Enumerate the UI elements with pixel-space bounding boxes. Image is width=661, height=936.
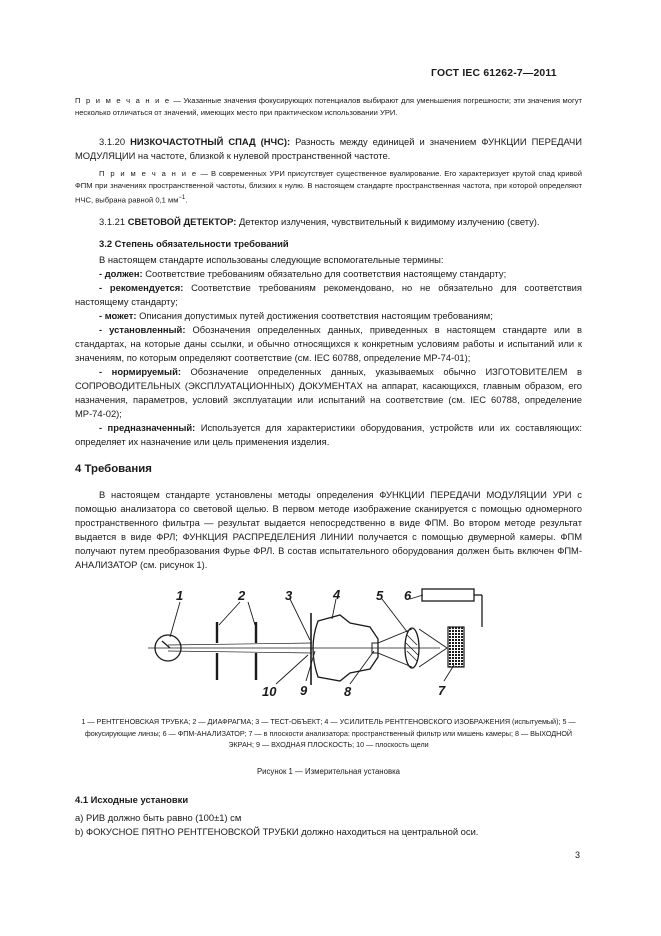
definition-3-1-20: [75, 135, 582, 163]
beam-upper: [168, 643, 312, 645]
definition-text: Детектор излучения, чувствительный к видимому излучению (свету).: [236, 216, 540, 227]
figure-legend: 1 — РЕНТГЕНОВСКАЯ ТРУБКА; 2 — ДИАФРАГМА; 3 — ТЕСТ-ОБЪЕКТ; 4 — УСИЛИТЕЛЬ РЕНТГЕНОВСКОГО ИЗОБРАЖЕНИЯ (испытуемый); 5 — фокусирующие линзы; 6 — ФПМ-АНАЛИЗАТОР; 7 — в плоскости анализатора: пространственный фильтр или мишень камеры; 8 — ВЫХОДНОЙ ЭКРАН; 9 — ВХОДНАЯ ПЛОСКОСТЬ; 10 — плоскость щели: [81, 717, 576, 749]
term-name: - установленный:: [99, 324, 186, 335]
spatial-filter: [448, 627, 464, 667]
note-focusing-potentials: [75, 95, 582, 119]
beam-lower: [168, 651, 312, 653]
term-list-item: [75, 267, 582, 281]
term-text: Используется для характеристики оборудования, устройств или их составляющих: определяет их назначение или цель применения изделия.: [75, 422, 582, 447]
term-name: - предназначенный:: [99, 422, 196, 433]
term-text: Обозначение определенных данных, указываемых обычно ИЗГОТОВИТЕЛЕМ в СОПРОВОДИТЕЛЬНЫХ (ЭКСПЛУАТАЦИОННЫХ) ДОКУМЕНТАХ на аппарат, касающихся, главным образом, его назначения, параметров, условий эксплуатации или испытаний на соответствие (см. IEC 60788, определение МР-74-02);: [75, 366, 582, 419]
focused-ray-lower: [419, 648, 447, 667]
note-superscript: −1: [178, 195, 186, 201]
section-4-paragraph: В настоящем стандарте установлены методы определения ФУНКЦИИ ПЕРЕДАЧИ МОДУЛЯЦИИ УРИ с помощью анализатора со световой щелью. В первом методе изображение сканируется с помощью одномерного пространственного фильтра — результат выдается непосредственно в виде ФПМ. Во втором методе результат выдается в виде ФРЛ; ФУНКЦИЯ РАСПРЕДЕЛЕНИЯ ЛИНИИ получается с помощью двумерной камеры. ФПМ получают путем преобразования Фурье ФРЛ. В состав испытательного оборудования должен быть включен ФПМ-АНАЛИЗАТОР (см. рисунок 1).: [75, 489, 582, 570]
term-name: - рекомендуется:: [99, 282, 184, 293]
term-list-item: [75, 421, 582, 449]
x-ray-tube-anode: [162, 641, 170, 648]
figure-label-3: 3: [285, 588, 293, 603]
measurement-setup-diagram: [140, 585, 520, 705]
section-3-2-body: [75, 253, 582, 449]
lens-hatch-2: [406, 643, 418, 655]
term-name: - нормируемый:: [99, 366, 181, 377]
figure-label-1: 1: [176, 588, 184, 603]
page-number: 3: [575, 850, 581, 860]
mtf-analyzer-box: [422, 589, 474, 601]
term-name: - может:: [99, 310, 137, 321]
figure-label-8: 8: [344, 684, 352, 699]
figure-label-5: 5: [376, 588, 384, 603]
section-4-heading: 4 Требования: [75, 463, 152, 475]
figure-label-4: 4: [333, 587, 341, 602]
term-text: Обозначения определенных данных, приведенных в настоящем стандарте или в стандартах, на которые даны ссылки, и обычно относящихся к конкретным условиям работы и испытаний или к значениям, по которым определяют соответствие (см. IEC 60788, определение МР-74-01);: [75, 324, 582, 363]
definition-text: Разность между единицей и значением ФУНКЦИИ ПЕРЕДАЧИ МОДУЛЯЦИИ на частоте, близкой к нулевой пространственной частоте.: [75, 136, 583, 161]
leader-5: [382, 599, 408, 633]
term-text: Соответствие требованиям рекомендовано, но не обязательно для соответствия настоящему стандарту;: [75, 282, 582, 307]
note-text: — Указанные значения фокусирующих потенциалов выбирают для уменьшения погрешности; эти значения могут несколько отличаться от значений, имеющих место при практическом использовании УРИ.: [75, 96, 582, 117]
note-label: П р и м е ч а н и е: [75, 96, 171, 105]
leader-2a: [219, 602, 240, 625]
lens-hatch-1: [407, 635, 417, 645]
note-text: — В современных УРИ присутствует существенное вуалирование. Его характеризует крутой спад кривой ФПМ при значениях пространственной частоты, близких к нулю. В настоящем стандарте пространственная частота, при которой определяют НЧС, выбрана равной 0,1 мм: [75, 169, 582, 205]
definition-term: СВЕТОВОЙ ДЕТЕКТОР:: [127, 216, 237, 227]
term-text: Соответствие требованиям обязательно для соответствия настоящему стандарту;: [142, 268, 507, 279]
term-list-item: [75, 309, 582, 323]
focused-ray-upper: [419, 629, 447, 648]
term-list-item: [75, 365, 582, 421]
definition-3-1-21: [75, 215, 582, 229]
note-label: П р и м е ч а н и е: [99, 169, 198, 178]
definition-number: 3.1.21: [99, 216, 126, 227]
figure-label-9: 9: [300, 683, 308, 698]
figure-label-7: 7: [438, 683, 446, 698]
list-item: b) ФОКУСНОЕ ПЯТНО РЕНТГЕНОВСКОЙ ТРУБКИ должно находиться на центральной оси.: [75, 826, 479, 837]
figure-label-6: 6: [404, 588, 412, 603]
section-3-2-heading: 3.2 Степень обязательности требований: [99, 238, 289, 249]
section-4-1-list: [75, 811, 582, 839]
leader-2b: [248, 602, 255, 625]
term-name: - должен:: [99, 268, 143, 279]
leader-10: [276, 655, 308, 684]
figure-label-2: 2: [238, 588, 246, 603]
section-4-1-heading: 4.1 Исходные установки: [75, 794, 189, 805]
note-text-end: .: [185, 195, 188, 205]
term-list-item: [75, 323, 582, 365]
list-item: a) РИВ должно быть равно (100±1) см: [75, 812, 242, 823]
figure-label-10: 10: [262, 684, 277, 699]
section-3-2-intro: В настоящем стандарте использованы следующие вспомогательные термины:: [99, 254, 444, 265]
term-text: Описания допустимых путей достижения соответствия настоящим требованиям;: [136, 310, 493, 321]
note-low-frequency-drop: [75, 168, 582, 207]
leader-6: [410, 595, 423, 599]
document-header: ГОСТ IEC 61262-7—2011: [431, 68, 557, 79]
definition-number: 3.1.20: [99, 136, 126, 147]
definition-term: НИЗКОЧАСТОТНЫЙ СПАД (НЧС):: [130, 136, 291, 147]
leader-3: [290, 599, 310, 640]
term-list-item: [75, 281, 582, 309]
leader-1: [170, 602, 180, 637]
figure-caption: Рисунок 1 — Измерительная установка: [256, 767, 401, 776]
